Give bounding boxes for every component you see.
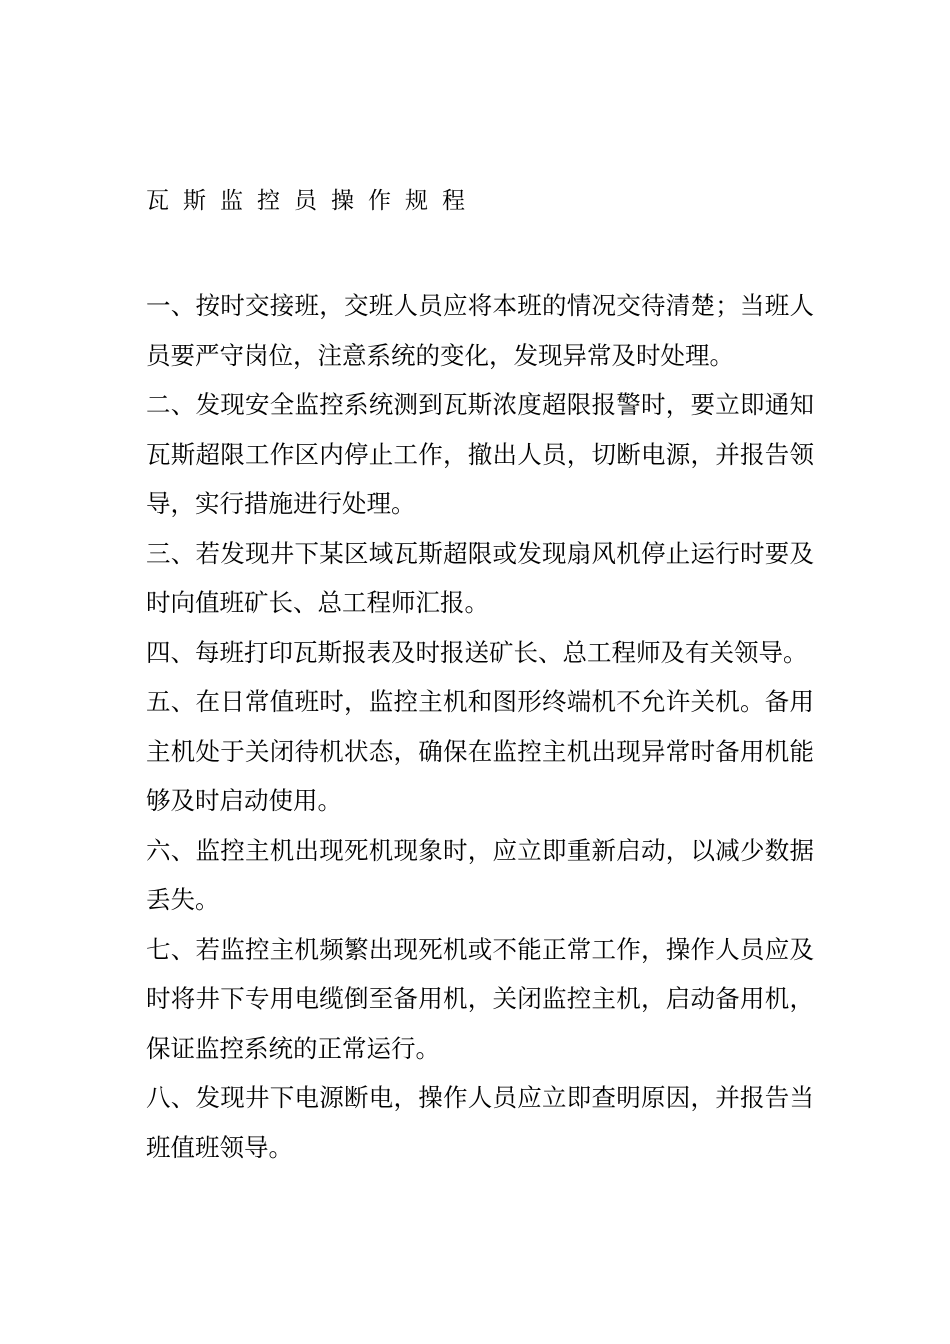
paragraph-item-6: 六、监控主机出现死机现象时，应立即重新启动，以减少数据丢失。 [146,835,814,914]
paragraph-item-2: 二、发现安全监控系统测到瓦斯浓度超限报警时，要立即通知瓦斯超限工作区内停止工作，撤出人员，切断电源，并报告领导，实行措施进行处理。 [146,390,814,518]
paragraph-item-3: 三、若发现井下某区域瓦斯超限或发现扇风机停止运行时要及时向值班矿长、总工程师汇报。 [146,538,814,617]
document-body [146,281,814,1172]
paragraph-item-4: 四、每班打印瓦斯报表及时报送矿长、总工程师及有关领导。 [146,637,808,667]
paragraph-item-5: 五、在日常值班时，监控主机和图形终端机不允许关机。备用主机处于关闭待机状态，确保在监控主机出现异常时备用机能够及时启动使用。 [146,687,814,815]
paragraph-item-8: 八、发现井下电源断电，操作人员应立即查明原因，并报告当班值班领导。 [146,1083,814,1162]
paragraph-item-7: 七、若监控主机频繁出现死机或不能正常工作，操作人员应及时将井下专用电缆倒至备用机，关闭监控主机，启动备用机，保证监控系统的正常运行。 [146,934,814,1063]
paragraph-item-1: 一、按时交接班，交班人员应将本班的情况交待清楚；当班人员要严守岗位，注意系统的变化，发现异常及时处理。 [146,291,814,370]
document-title: 瓦斯监控员操作规程 [146,188,479,214]
